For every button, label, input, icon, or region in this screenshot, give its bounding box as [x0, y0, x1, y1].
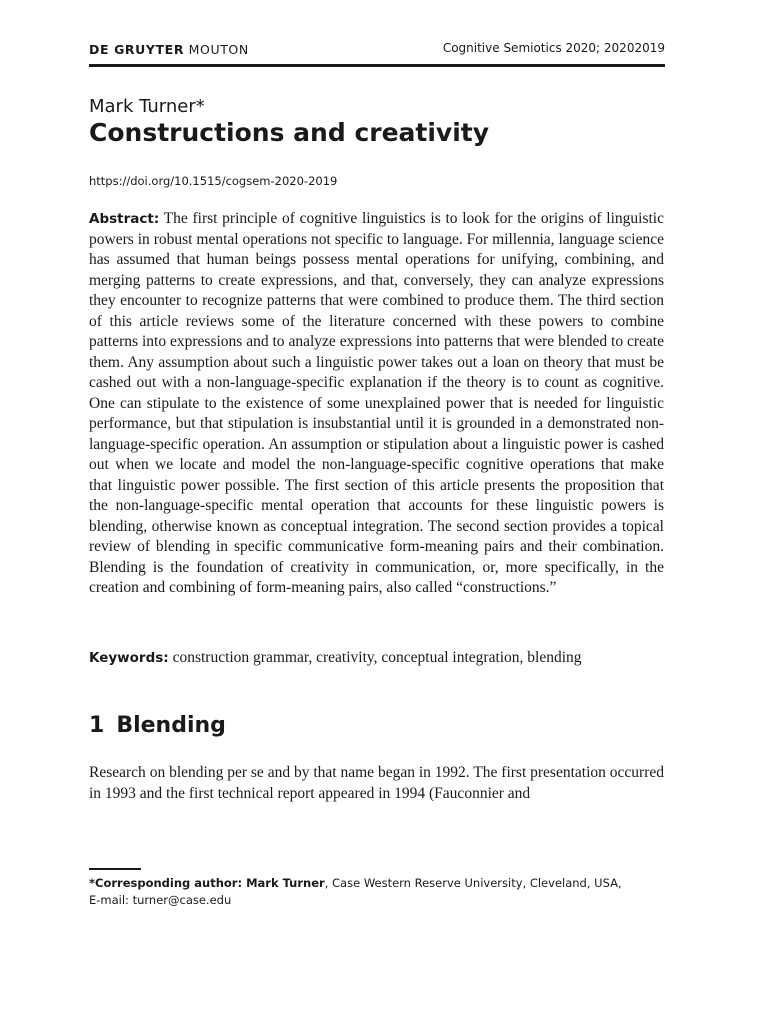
keywords-text: construction grammar, creativity, conceptual integration, blending	[172, 649, 582, 666]
footnote-affiliation: , Case Western Reserve University, Cleveland, USA,	[324, 876, 622, 890]
footnote-email[interactable]: E-mail: turner@case.edu	[89, 893, 232, 907]
running-header	[89, 40, 665, 60]
section-heading	[89, 713, 226, 738]
author-name: Mark Turner*	[89, 96, 205, 117]
footnote-rule	[89, 868, 141, 870]
publisher-name	[89, 42, 249, 57]
publisher-name-bold: DE GRUYTER	[89, 42, 185, 57]
section-title: Blending	[116, 713, 226, 738]
publisher-name-light: MOUTON	[188, 42, 249, 57]
keywords-label: Keywords:	[89, 650, 169, 666]
abstract-text: The first principle of cognitive linguistics is to look for the origins of linguistic powers in robust mental operations not specific to language. For millennia, language science has assumed that human beings possess mental operations for unifying, combining, and merging patterns to create expressions, and that, conversely, they can analyze expressions they encounter to recognize patterns that were combined to produce them. The third section of this article reviews some of the literature concerned with these powers to combine patterns into expressions and to analyze expressions into patterns that were blended to create them. Any assumption about such a linguistic power takes out a loan on theory that must be cashed out with a non-language-specific explanation if the theory is to count as cognitive. One can stipulate to the existence of some unexplained power that is needed for linguistic performance, but that stipulation is insubstantial until it is grounded in a demonstrated non-language-specific operation. An assumption or stipulation about a linguistic power is cashed out when we locate and model the non-language-specific cognitive operations that make that linguistic power possible. The first section of this article presents the proposition that the non-language-specific mental operation that accounts for these linguistic powers is blending, otherwise known as conceptual integration. The second section provides a topical review of blending in specific communicative form-meaning pairs and their combination. Blending is the foundation of creativity in communication, or, more specifically, in the creation and combining of form-meaning pairs, also called “constructions.”	[89, 210, 664, 596]
footnote-label: *Corresponding author: Mark Turner	[89, 876, 325, 890]
section-number: 1	[89, 713, 105, 738]
abstract	[89, 209, 664, 599]
journal-citation: Cognitive Semiotics 2020; 20202019	[442, 41, 665, 55]
section-body-text: Research on blending per se and by that name began in 1992. The first presentation occurred in 1993 and the first technical report appeared in 1994 (Fauconnier and	[89, 764, 664, 802]
header-rule	[89, 64, 665, 67]
doi-link[interactable]: https://doi.org/10.1515/cogsem-2020-2019	[89, 174, 338, 188]
abstract-label: Abstract:	[89, 211, 160, 227]
keywords	[89, 648, 679, 669]
article-title: Constructions and creativity	[89, 118, 490, 147]
footnote	[89, 875, 679, 909]
